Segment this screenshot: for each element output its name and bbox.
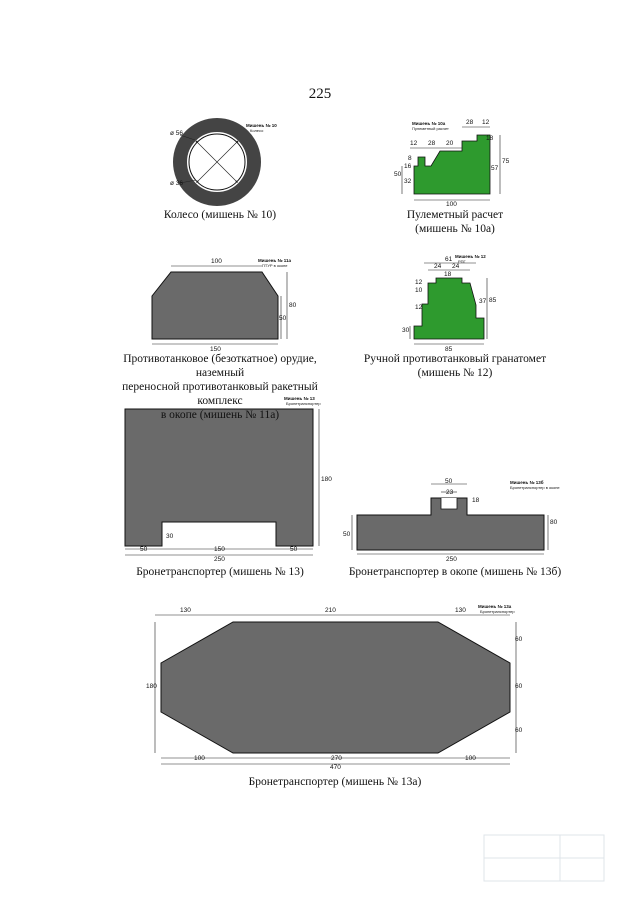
mg-dim-top-12: 12	[482, 119, 490, 126]
apc13a-dim-60a: 60	[515, 636, 523, 643]
apc13b-target	[343, 478, 560, 563]
caption-apc13b: Бронетранспортер в окопе (мишень № 13б)	[348, 566, 562, 578]
rpg-dim-37: 37	[479, 298, 487, 305]
rpg-dim-61: 61	[445, 256, 453, 263]
mg-crew-sub: Пулеметный расчет	[412, 126, 449, 131]
mg-dim-100: 100	[446, 201, 457, 208]
mg-dim-57: 57	[491, 165, 499, 172]
apc13a-sub: Бронетранспортер	[480, 609, 515, 614]
apc13-dim-50a: 50	[140, 546, 148, 553]
atgun-label: Мишень № 11а	[258, 258, 292, 263]
mg-dim-32: 32	[404, 178, 412, 185]
apc13b-dim-250: 250	[446, 556, 457, 563]
atgun-dim-100: 100	[211, 258, 222, 265]
caption-apc13: Бронетранспортер (мишень № 13)	[136, 566, 304, 578]
apc13b-dim-80: 80	[550, 519, 558, 526]
apc13-dim-50b: 50	[290, 546, 298, 553]
rpg-dim-24b: 24	[452, 263, 460, 270]
mg-crew-label: Мишень № 10а	[412, 121, 446, 126]
rpg-dim-18: 18	[444, 271, 452, 278]
rpg-target	[402, 254, 497, 353]
apc13b-dim-18: 18	[472, 497, 480, 504]
rpg-dim-85h: 85	[445, 346, 453, 353]
caption-rpg: Ручной противотанковый гранатомет (мишень № 12)	[363, 353, 547, 379]
rpg-silhouette	[414, 278, 484, 339]
mg-dim-20: 20	[446, 140, 454, 147]
apc13-sub: Бронетранспортер	[286, 401, 321, 406]
apc13a-dim-100b: 100	[465, 755, 476, 762]
atgun-target	[152, 258, 297, 353]
apc13b-dim-50left: 50	[343, 531, 351, 538]
mg-dim-16: 16	[404, 163, 412, 170]
wheel-target-label: Мишень № 10	[246, 123, 277, 128]
atgun-dim-50: 50	[279, 315, 287, 322]
apc13a-dim-130b: 130	[455, 607, 466, 614]
apc13-label: Мишень № 13	[284, 396, 315, 401]
atgun-sub: ПТУР в окопе	[262, 263, 288, 268]
mg-dim-8: 8	[408, 155, 412, 162]
mg-dim-top-28: 28	[466, 119, 474, 126]
apc13a-dim-180: 180	[146, 683, 157, 690]
apc13a-target	[146, 604, 523, 771]
caption-mg-crew: Пулеметный расчет (мишень № 10а)	[406, 209, 504, 235]
wheel-target	[170, 123, 277, 199]
wheel-dim-inner: ø 36	[170, 180, 184, 187]
caption-atgun: Противотанковое (безоткатное) орудие, наземный переносной противотанковый ракетный комплекс в окопе (мишень № 11а)	[122, 353, 318, 421]
apc13-dim-180: 180	[321, 476, 332, 483]
mg-crew-target	[394, 119, 510, 208]
atgun-dim-150: 150	[210, 346, 221, 353]
mg-dim-18: 18	[486, 135, 494, 142]
apc13a-dim-60b: 60	[515, 683, 523, 690]
apc13a-dim-470: 470	[330, 764, 341, 771]
apc13-silhouette	[125, 409, 313, 546]
apc13b-dim-50top: 50	[445, 478, 453, 485]
apc13-dim-250: 250	[214, 556, 225, 563]
apc13a-dim-60c: 60	[515, 727, 523, 734]
apc13-dim-30: 30	[166, 533, 174, 540]
caption-wheel: Колесо (мишень № 10)	[163, 209, 277, 221]
apc13b-label: Мишень № 13б	[510, 480, 544, 485]
mg-dim-12: 12	[410, 140, 418, 147]
wheel-target-sub: Колесо	[250, 128, 264, 133]
apc13a-dim-100a: 100	[194, 755, 205, 762]
rpg-label: Мишень № 12	[455, 254, 486, 259]
mg-dim-28: 28	[428, 140, 436, 147]
rpg-dim-12b: 12	[415, 304, 423, 311]
rpg-dim-12a: 12	[415, 279, 423, 286]
apc13a-label: Мишень № 13а	[478, 604, 512, 609]
apc13a-silhouette	[161, 622, 510, 753]
apc13-dim-150: 150	[214, 546, 225, 553]
apc13a-dim-270: 270	[331, 755, 342, 762]
apc13a-dim-130a: 130	[180, 607, 191, 614]
rpg-dim-30: 30	[402, 327, 410, 334]
rpg-sub: РПГ	[458, 259, 466, 264]
rpg-dim-10: 10	[415, 287, 423, 294]
mg-dim-50: 50	[394, 171, 402, 178]
apc13b-sub: Бронетранспортер в окопе	[510, 485, 560, 490]
atgun-dim-80: 80	[289, 302, 297, 309]
apc13a-dim-210: 210	[325, 607, 336, 614]
caption-apc13a: Бронетранспортер (мишень № 13а)	[248, 776, 422, 788]
page-number: 225	[308, 86, 332, 102]
atgun-silhouette	[152, 272, 278, 339]
wheel-dim-outer: ø 56	[170, 130, 184, 137]
mg-dim-75: 75	[502, 158, 510, 165]
rpg-dim-24a: 24	[434, 263, 442, 270]
rpg-dim-85v: 85	[489, 297, 497, 304]
apc13b-dim-23: 23	[446, 489, 454, 496]
